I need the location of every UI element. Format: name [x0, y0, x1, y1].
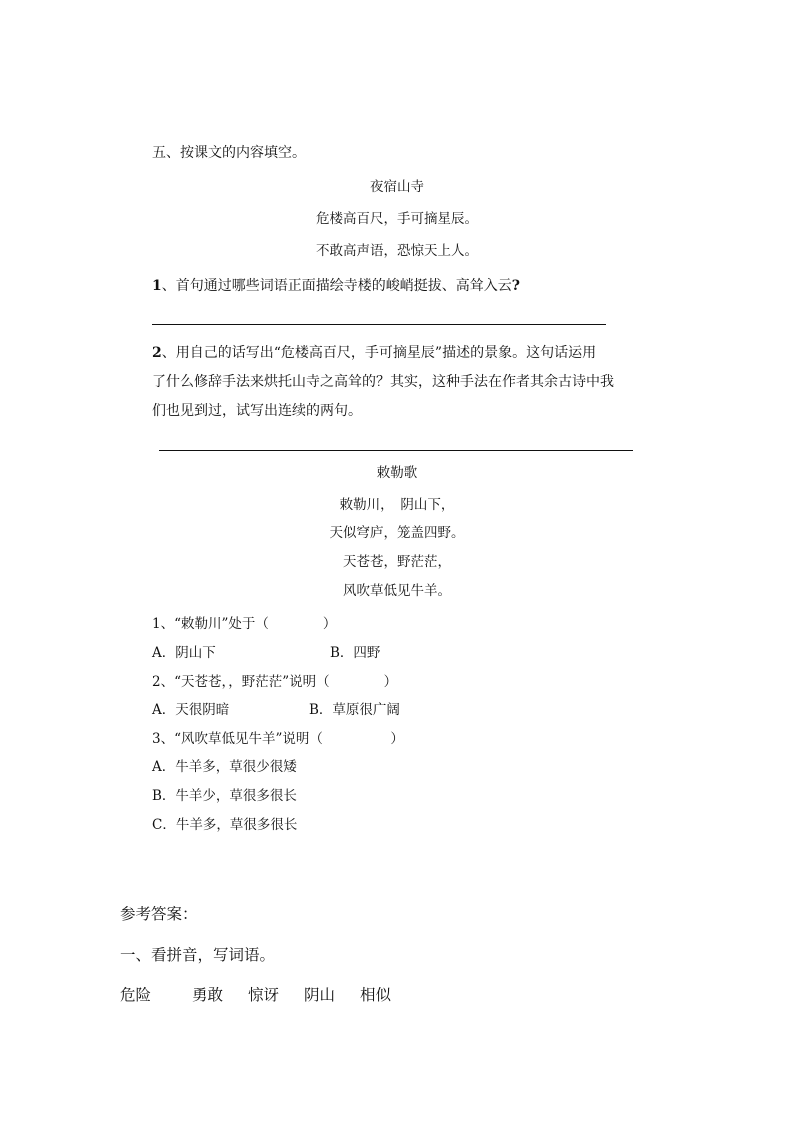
poem1-line-2: 不敢高声语，恐惊天上人。: [316, 243, 478, 259]
poem1-line-1: 危楼高百尺，手可摘星辰。: [316, 211, 478, 227]
answers-heading: 参考答案：: [120, 905, 198, 923]
question-2-number: 2: [152, 345, 162, 361]
poem2-line-4: 风吹草低见牛羊。: [343, 583, 451, 599]
question-2-line-1: 、用自己的话写出“危楼高百尺，手可摘星辰”描述的景象。这句话运用: [161, 345, 597, 361]
mc-question-1-option-a[interactable]: A．阴山下: [152, 645, 216, 661]
answer-word-3: 惊讶: [248, 986, 280, 1004]
mc-question-1-option-b[interactable]: B．四野: [330, 645, 381, 661]
question-1-number: 1: [152, 278, 162, 294]
question-1-text: 、首句通过哪些词语正面描绘寺楼的峻峭挺拔、高耸入云: [161, 278, 512, 294]
mc-question-2: 2、“天苍苍，，野茫茫”说明（ ）: [152, 674, 398, 690]
question-1: [152, 276, 520, 296]
answer-word-5: 相似: [360, 986, 392, 1004]
poem2-title: 敕勒歌: [376, 465, 418, 481]
poem2-line-1: 敕勒川， 阴山下，: [339, 497, 455, 513]
mc-question-2-option-b[interactable]: B．草原很广阔: [309, 702, 400, 718]
mc-question-3-option-b[interactable]: B．牛羊少，草很多很长: [152, 788, 297, 804]
answer-line-2[interactable]: [159, 450, 633, 451]
question-2-line-3: 们也见到过，试写出连续的两句。: [152, 403, 362, 419]
poem1-title: 夜宿山寺: [370, 179, 424, 195]
mc-question-3: 3、“风吹草低见牛羊”说明（ ）: [152, 731, 404, 747]
answer-word-1: 危险: [120, 986, 152, 1004]
question-1-mark: ?: [511, 278, 520, 294]
answer-line-1[interactable]: [152, 324, 606, 325]
poem2-line-3: 天苍苍，野茫茫，: [343, 554, 451, 570]
mc-question-1: 1、“敕勒川”处于（ ）: [152, 616, 337, 632]
answer-word-4: 阴山: [304, 986, 336, 1004]
answer-word-2: 勇敢: [192, 986, 224, 1004]
section-heading: 五、按课文的内容填空。: [152, 145, 306, 161]
question-2-line-2: 了什么修辞手法来烘托山寺之高耸的？其实，这种手法在作者其余古诗中我: [152, 374, 614, 390]
question-2: [152, 343, 652, 430]
mc-question-2-option-a[interactable]: A．天很阴暗: [152, 702, 230, 718]
mc-question-3-option-c[interactable]: C．牛羊多，草很多很长: [152, 817, 298, 833]
poem2-line-2: 天似穹庐，笼盖四野。: [329, 525, 465, 541]
answers-part-1: 一、看拼音，写词语。: [120, 946, 276, 964]
mc-question-3-option-a[interactable]: A．牛羊多，草很少很矮: [152, 759, 297, 775]
